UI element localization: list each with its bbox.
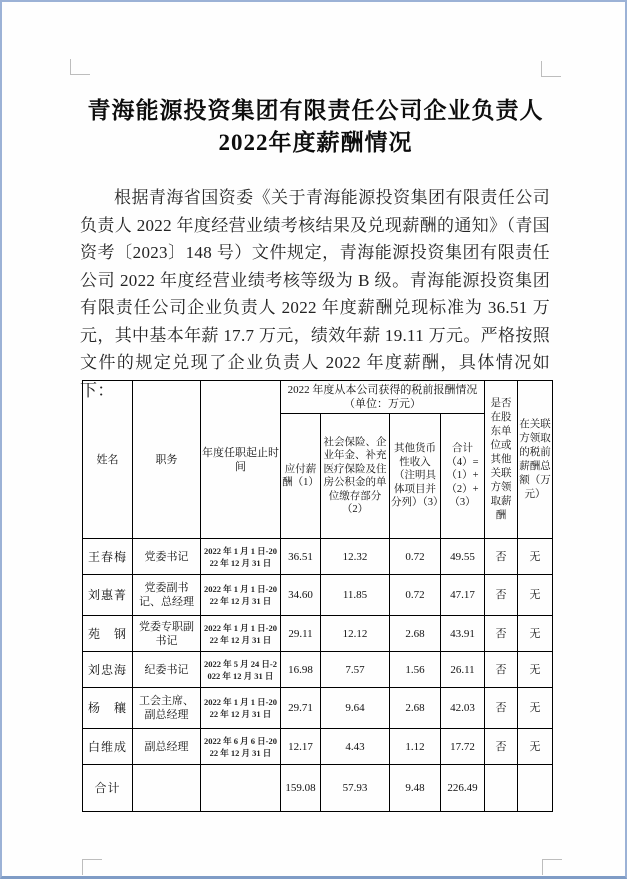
cell-payable: 34.60 [281,575,321,616]
cell-name: 刘惠菁 [83,575,133,616]
table-row [83,729,553,765]
cell-name: 王春梅 [83,539,133,575]
cell-total: 26.11 [441,652,485,688]
cell-insurance: 9.64 [321,688,390,729]
table-row [83,652,553,688]
cell-name: 杨 穰 [83,688,133,729]
cell-shareholder: 否 [485,575,518,616]
cell-position: 党委书记 [133,539,201,575]
table-row [83,688,553,729]
salary-table [82,380,553,812]
cell-other: 1.12 [390,729,441,765]
cell-total: 49.55 [441,539,485,575]
cell-insurance: 12.12 [321,616,390,652]
cell-shareholder: 否 [485,652,518,688]
cell-total: 226.49 [441,765,485,812]
cell-term: 2022 年 1 月 1 日-2022 年 12 月 31 日 [201,539,281,575]
cell-name: 苑 钢 [83,616,133,652]
crop-mark-bottom-left-icon [82,859,102,875]
cell-term [201,765,281,812]
cell-insurance: 12.32 [321,539,390,575]
cell-shareholder: 否 [485,729,518,765]
header-shareholder-pay: 是否在股东单位或其他关联方领取薪酬 [485,381,518,539]
cell-position: 纪委书记 [133,652,201,688]
cell-payable: 36.51 [281,539,321,575]
cell-insurance: 4.43 [321,729,390,765]
cell-insurance: 57.93 [321,765,390,812]
cell-related [518,765,553,812]
cell-name: 白维成 [83,729,133,765]
header-position: 职务 [133,381,201,539]
cell-position: 副总经理 [133,729,201,765]
cell-shareholder [485,765,518,812]
table-row [83,765,553,812]
header-term: 年度任职起止时间 [201,381,281,539]
cell-position: 党委副书记、总经理 [133,575,201,616]
cell-other: 0.72 [390,539,441,575]
cell-payable: 29.71 [281,688,321,729]
cell-related: 无 [518,652,553,688]
cell-other: 0.72 [390,575,441,616]
cell-total: 47.17 [441,575,485,616]
cell-term: 2022 年 1 月 1 日-2022 年 12 月 31 日 [201,688,281,729]
header-pretax-group: 2022 年度从本公司获得的税前报酬情况（单位：万元） [281,381,485,414]
cell-total: 42.03 [441,688,485,729]
cell-other: 1.56 [390,652,441,688]
cell-other: 9.48 [390,765,441,812]
document-paragraph: 根据青海省国资委《关于青海能源投资集团有限责任公司负责人 2022 年度经营业绩考核结果及兑现薪酬的通知》（青国资考〔2023〕148 号）文件规定，青海能源投资集团有限责任公司 2022 年度经营业绩考核等级为 B 级。青海能源投资集团有限责任公司企业负责人 2022 年度薪酬兑现标准为 36.51 万元，其中基本年薪 17.7 万元，绩效年薪 19.11 万元。严格按照文件的规定兑现了企业负责人 2022 年度薪酬，具体情况如下： [80,188,550,400]
cell-total: 43.91 [441,616,485,652]
cell-position: 党委专职副书记 [133,616,201,652]
cell-related: 无 [518,688,553,729]
header-payable: 应付薪酬（1） [281,414,321,539]
table-row [83,616,553,652]
cell-payable: 16.98 [281,652,321,688]
cell-related: 无 [518,729,553,765]
cell-related: 无 [518,616,553,652]
cell-other: 2.68 [390,616,441,652]
cell-shareholder: 否 [485,539,518,575]
table-row [83,539,553,575]
crop-mark-bottom-right-icon [542,859,562,875]
crop-mark-top-right-icon [541,61,561,77]
cell-related: 无 [518,575,553,616]
cell-payable: 29.11 [281,616,321,652]
cell-payable: 12.17 [281,729,321,765]
header-related-total: 在关联方领取的税前薪酬总额（万元） [518,381,553,539]
title-line-1: 青海能源投资集团有限责任公司企业负责人 [87,98,544,123]
cell-insurance: 11.85 [321,575,390,616]
cell-term: 2022 年 1 月 1 日-2022 年 12 月 31 日 [201,616,281,652]
cell-term: 2022 年 1 月 1 日-2022 年 12 月 31 日 [201,575,281,616]
title-line-2: 2022年度薪酬情况 [218,130,413,155]
cell-name: 合计 [83,765,133,812]
cell-shareholder: 否 [485,688,518,729]
cell-term: 2022 年 6 月 6 日-2022 年 12 月 31 日 [201,729,281,765]
table-row [83,575,553,616]
cell-payable: 159.08 [281,765,321,812]
cell-related: 无 [518,539,553,575]
cell-term: 2022 年 5 月 24 日-2022 年 12 月 31 日 [201,652,281,688]
cell-total: 17.72 [441,729,485,765]
header-insurance: 社会保险、企业年金、补充医疗保险及住房公积金的单位缴存部分（2） [321,414,390,539]
header-other-income: 其他货币性收入（注明具体项目并分列）（3） [390,414,441,539]
cell-position: 工会主席、副总经理 [133,688,201,729]
cell-name: 刘忠海 [83,652,133,688]
cell-insurance: 7.57 [321,652,390,688]
cell-position [133,765,201,812]
crop-mark-top-left-icon [70,59,90,75]
header-total: 合计（4）=（1）+（2）+（3） [441,414,485,539]
header-name: 姓名 [83,381,133,539]
cell-other: 2.68 [390,688,441,729]
document-title [62,95,569,159]
cell-shareholder: 否 [485,616,518,652]
